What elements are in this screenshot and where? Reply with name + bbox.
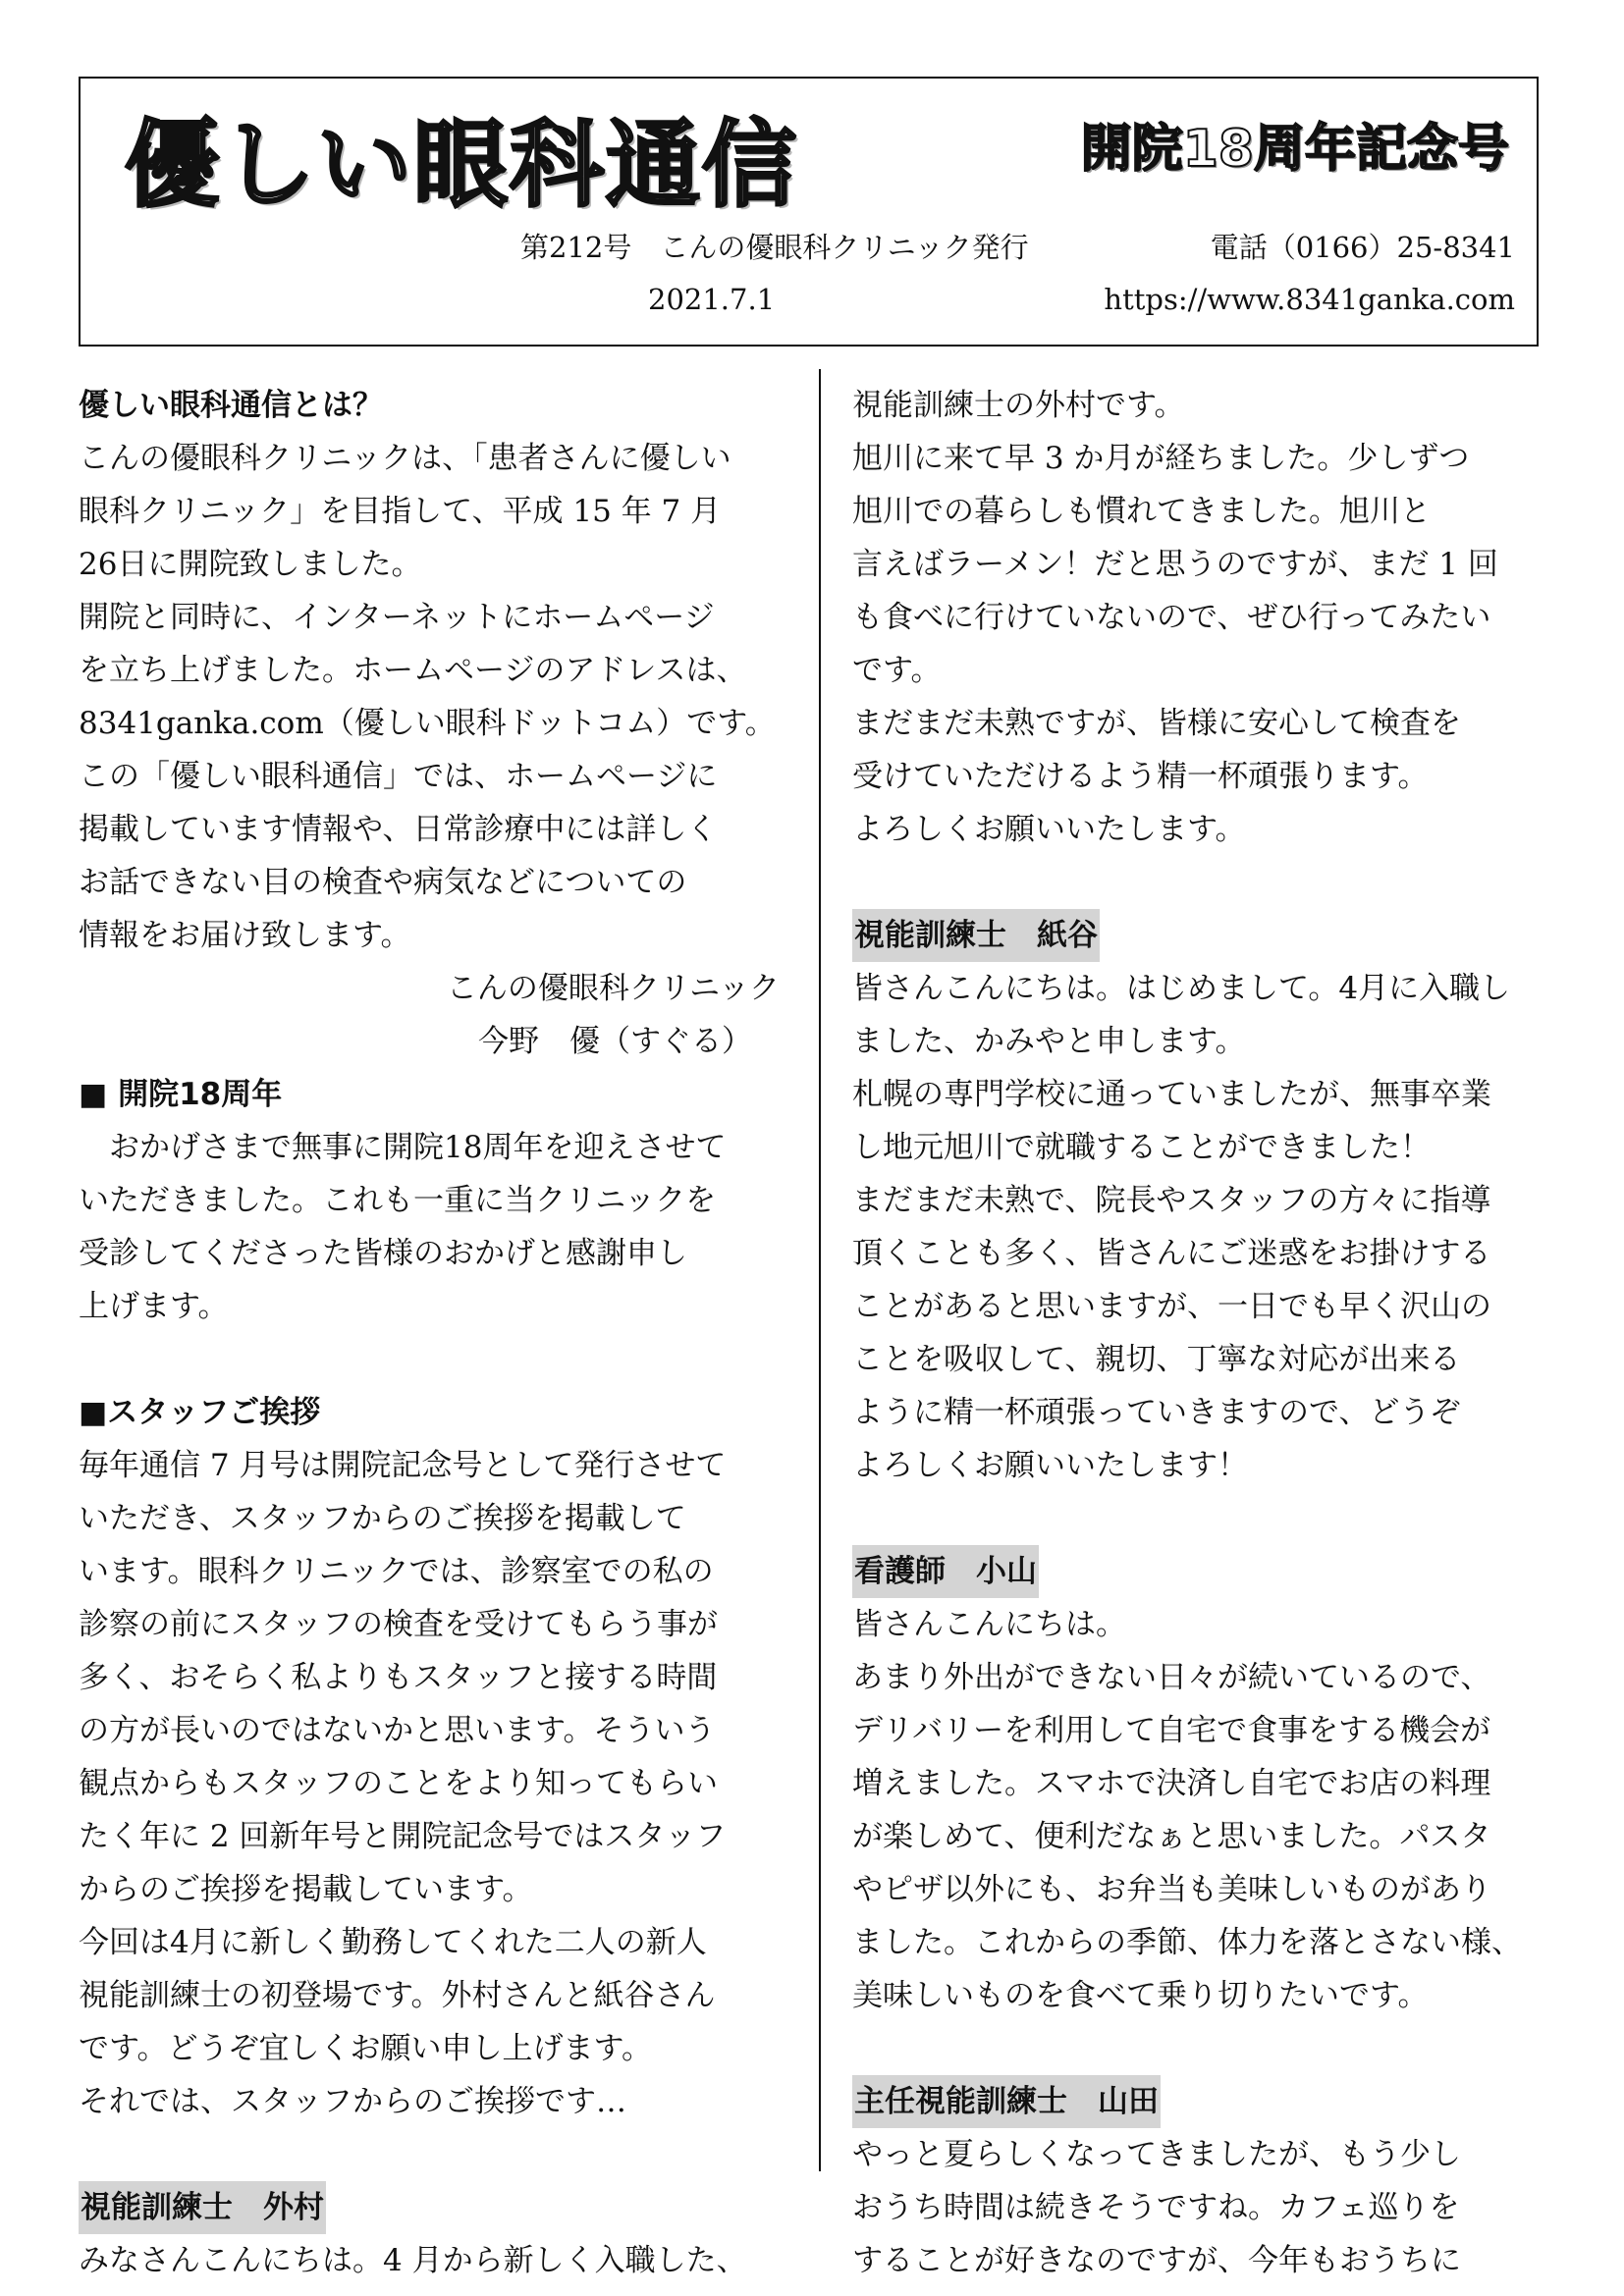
masthead <box>79 77 1539 347</box>
text-line: です。 <box>852 653 942 688</box>
text-line: 増えました。スマホで決済し自宅でお店の料理 <box>852 1766 1491 1801</box>
sotomura-heading: 視能訓練士 外村 <box>79 2181 326 2234</box>
text-line: も食べに行けていないので、ぜひ行ってみたい <box>852 600 1491 635</box>
koyama-heading: 看護師 小山 <box>852 1545 1039 1598</box>
text-line: ました。これからの季節、体力を落とさない様、 <box>852 1925 1522 1960</box>
text-line: この「優しい眼科通信」では、ホームページに <box>79 759 718 794</box>
text-line: 観点からもスタッフのことをより知ってもらい <box>79 1766 718 1801</box>
text-line: デリバリーを利用して自宅で食事をする機会が <box>852 1713 1491 1748</box>
text-line: お話できない目の検査や病気などについての <box>79 865 687 900</box>
phone-number: 電話（0166）25-8341 <box>1210 231 1515 264</box>
left-column <box>79 379 782 2287</box>
text-line: おかげさまで無事に開院18周年を迎えさせて <box>109 1130 727 1165</box>
signature-name: 今野 優（すぐる） <box>478 1024 752 1059</box>
text-line: です。どうぞ宜しくお願い申し上げます。 <box>79 2031 653 2066</box>
text-line: よろしくお願いいたします。 <box>852 812 1246 847</box>
intro-heading: 優しい眼科通信とは？ <box>79 388 383 423</box>
yamada-heading: 主任視能訓練士 山田 <box>852 2075 1161 2128</box>
text-line: 毎年通信 7 月号は開院記念号として発行させて <box>79 1448 727 1483</box>
text-line: あまり外出ができない日々が続いているので、 <box>852 1660 1491 1695</box>
text-line: やピザ以外にも、お弁当も美味しいものがあり <box>852 1872 1491 1907</box>
text-line: 美味しいものを食べて乗り切りたいです。 <box>852 1978 1429 2013</box>
text-line: 皆さんこんにちは。はじめまして。4月に入職し <box>852 971 1511 1006</box>
issue-info: 第212号 こんの優眼科クリニック発行 <box>520 231 1029 264</box>
text-line: からのご挨拶を掲載しています。 <box>79 1872 533 1907</box>
text-line: やっと夏らしくなってきましたが、もう少し <box>852 2137 1461 2172</box>
website-url[interactable]: https://www.8341ganka.com <box>1104 283 1515 316</box>
text-line: 皆さんこんにちは。 <box>852 1607 1126 1642</box>
text-line: ことを吸収して、親切、丁寧な対応が出来る <box>852 1342 1461 1377</box>
anniversary-heading: ■ 開院18周年 <box>79 1077 283 1112</box>
koyama-body <box>852 1598 1555 2022</box>
text-line: を立ち上げました。ホームページのアドレスは、 <box>79 653 747 688</box>
text-line: 26日に開院致しました。 <box>79 547 422 582</box>
text-line: 上げます。 <box>79 1289 229 1324</box>
kamiya-heading: 視能訓練士 紙谷 <box>852 909 1100 962</box>
text-line: いただき、スタッフからのご挨拶を掲載して <box>79 1501 686 1536</box>
text-line: よろしくお願いいたします！ <box>852 1448 1248 1483</box>
kamiya-body <box>852 962 1555 1492</box>
text-line: 掲載しています情報や、日常診療中には詳しく <box>79 812 718 847</box>
text-line: まだまだ未熟ですが、皆様に安心して検査を <box>852 706 1461 741</box>
text-line: 旭川での暮らしも慣れてきました。旭川と <box>852 494 1431 529</box>
text-line: 多く、おそらく私よりもスタッフと接する時間 <box>79 1660 718 1695</box>
text-line: 頂くことも多く、皆さんにご迷惑をお掛けする <box>852 1236 1491 1271</box>
yamada-body <box>852 2128 1555 2287</box>
text-line: 眼科クリニック」を目指して、平成 15 年 7 月 <box>79 494 722 529</box>
text-line: まだまだ未熟で、院長やスタッフの方々に指導 <box>852 1183 1491 1218</box>
text-line: 視能訓練士の外村です。 <box>852 388 1185 423</box>
text-line: 受けていただけるよう精一杯頑張ります。 <box>852 759 1429 794</box>
text-line: います。眼科クリニックでは、診察室での私の <box>79 1554 714 1589</box>
sotomura-start: みなさんこんにちは。4 月から新しく入職した、 <box>79 2243 747 2278</box>
text-line: ことがあると思いますが、一日でも早く沢山の <box>852 1289 1491 1324</box>
text-line: ました、かみやと申します。 <box>852 1024 1246 1059</box>
text-line: が楽しめて、便利だなぁと思いました。パスタ <box>852 1819 1491 1854</box>
staff-heading: ■スタッフご挨拶 <box>79 1395 321 1430</box>
text-line: 旭川に来て早 3 か月が経ちました。少しずつ <box>852 441 1470 476</box>
text-line: おうち時間は続きそうですね。カフェ巡りを <box>852 2190 1460 2225</box>
text-line: こんの優眼科クリニックは、「患者さんに優しい <box>79 441 731 476</box>
text-line: 札幌の専門学校に通っていましたが、無事卒業 <box>852 1077 1491 1112</box>
text-line: 言えばラーメン！だと思うのですが、まだ 1 回 <box>852 547 1498 582</box>
text-line: 視能訓練士の初登場です。外村さんと紙谷さん <box>79 1978 716 2013</box>
text-line: 情報をお届け致します。 <box>79 918 411 953</box>
text-line: し地元旭川で就職することができました！ <box>852 1130 1431 1165</box>
anniversary-title: 開院18周年記念号 <box>1080 120 1509 179</box>
newsletter-title: 優しい眼科通信 <box>125 110 798 220</box>
text-line: それでは、スタッフからのご挨拶です… <box>79 2084 626 2119</box>
text-line: 8341ganka.com（優しい眼科ドットコム）です。 <box>79 706 776 741</box>
text-line: 受診してくださった皆様のおかげと感謝申し <box>79 1236 687 1271</box>
anniversary-body <box>79 1121 782 1333</box>
issue-date: 2021.7.1 <box>648 283 776 316</box>
text-line: 診察の前にスタッフの検査を受けてもらう事が <box>79 1607 718 1642</box>
intro-body <box>79 432 782 962</box>
text-line: 今回は4月に新しく勤務してくれた二人の新人 <box>79 1925 707 1960</box>
text-line: たく年に 2 回新年号と開院記念号ではスタッフ <box>79 1819 727 1854</box>
text-line: いただきました。これも一重に当クリニックを <box>79 1183 717 1218</box>
text-line: ように精一杯頑張っていきますので、どうぞ <box>852 1395 1461 1430</box>
text-line: することが好きなのですが、今年もおうちに <box>852 2243 1461 2278</box>
signature-clinic: こんの優眼科クリニック <box>446 971 780 1006</box>
right-column <box>852 379 1555 2287</box>
column-divider <box>819 369 821 2171</box>
text-line: 開院と同時に、インターネットにホームページ <box>79 600 715 635</box>
staff-body <box>79 1439 782 2128</box>
text-line: の方が長いのではないかと思います。そういう <box>79 1713 716 1748</box>
sotomura-body <box>852 379 1555 856</box>
